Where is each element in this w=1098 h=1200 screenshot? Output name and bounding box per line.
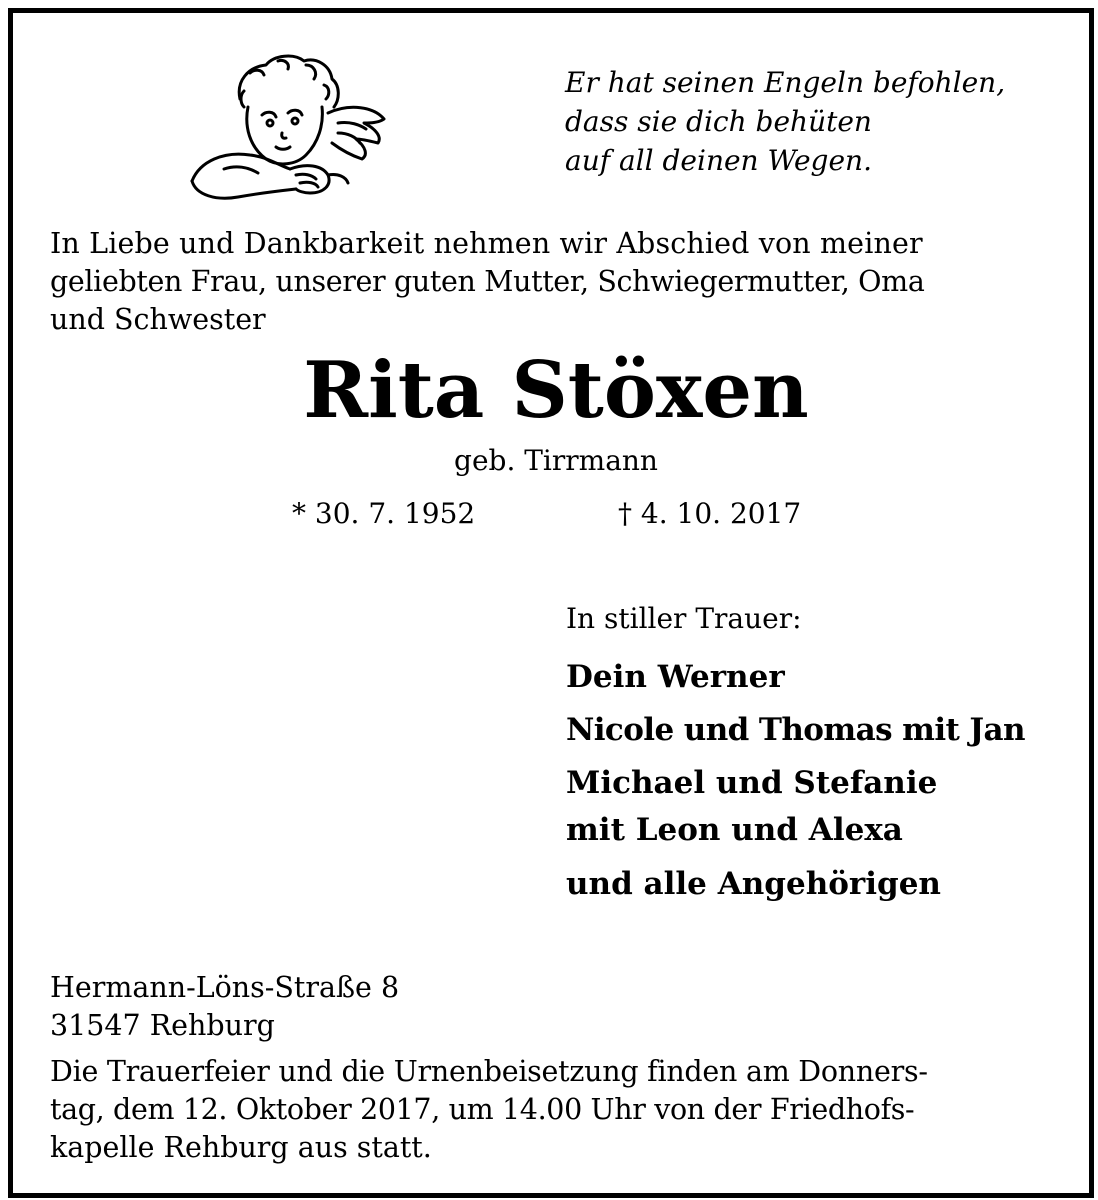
mourner-line: mit Leon und Alexa: [566, 812, 903, 848]
mourner-line: Dein Werner: [566, 659, 785, 695]
mourner-line: Nicole und Thomas mit Jan: [566, 712, 1025, 748]
intro-line: und Schwester: [50, 303, 266, 336]
cherub-angel-icon: [178, 51, 393, 203]
intro-line: geliebten Frau, unserer guten Mutter, Schwiegermutter, Oma: [50, 265, 925, 298]
address-street: Hermann-Löns-Straße 8: [50, 971, 400, 1004]
birth-date: * 30. 7. 1952: [292, 497, 476, 530]
verse-line: auf all deinen Wegen.: [565, 144, 872, 177]
maiden-name: geb. Tirrmann: [454, 444, 658, 477]
mourner-line: Michael und Stefanie: [566, 765, 938, 801]
mourners-intro: In stiller Trauer:: [566, 602, 802, 635]
verse-line: dass sie dich behüten: [565, 105, 872, 138]
mourner-line: und alle Angehörigen: [566, 866, 941, 902]
notice-line: Die Trauerfeier und die Urnenbeisetzung finden am Donners-: [50, 1055, 928, 1088]
verse-line: Er hat seinen Engeln befohlen,: [565, 66, 1006, 99]
address-city: 31547 Rehburg: [50, 1009, 275, 1042]
bible-verse: [565, 63, 1065, 180]
notice-line: tag, dem 12. Oktober 2017, um 14.00 Uhr von der Friedhofs-: [50, 1093, 915, 1126]
notice-line: kapelle Rehburg aus statt.: [50, 1131, 432, 1164]
address-block: [50, 969, 399, 1045]
deceased-name: Rita Stöxen: [303, 345, 809, 436]
funeral-notice: [50, 1053, 1060, 1167]
death-date: † 4. 10. 2017: [618, 497, 802, 530]
farewell-intro: [50, 225, 1060, 339]
obituary-notice: [8, 8, 1094, 1198]
intro-line: In Liebe und Dankbarkeit nehmen wir Abschied von meiner: [50, 227, 923, 260]
